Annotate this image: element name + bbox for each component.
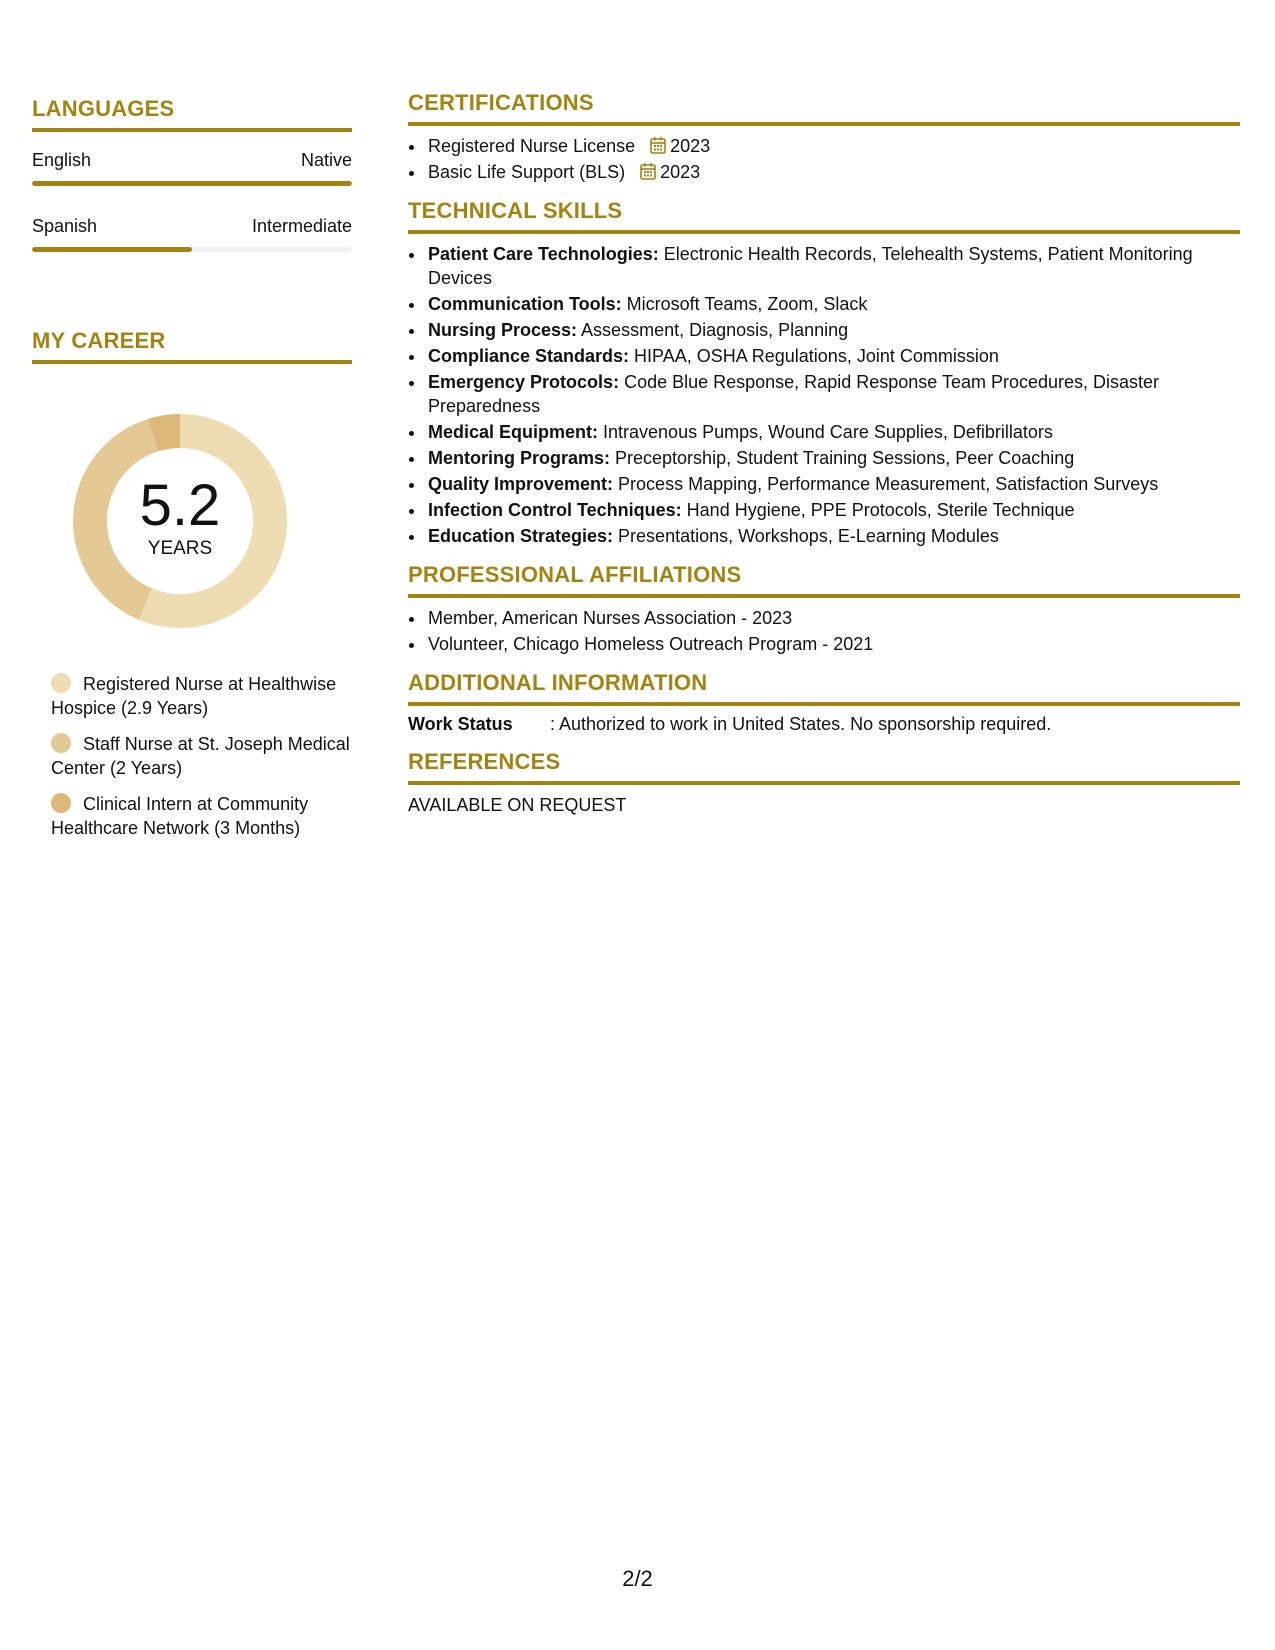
career-total-value: 5.2 <box>139 473 221 538</box>
skill-label: Quality Improvement: <box>428 474 614 494</box>
skill-item <box>426 318 1240 342</box>
language-proficiency-fill <box>32 181 352 186</box>
language-item <box>32 150 352 186</box>
affiliations-heading: PROFESSIONAL AFFILIATIONS <box>408 562 1240 598</box>
career-total-unit: YEARS <box>147 538 213 559</box>
language-item <box>32 216 352 252</box>
legend-label: Registered Nurse at Healthwise Hospice (2.9 Years) <box>51 674 337 718</box>
certification-item <box>426 134 1240 158</box>
language-level: Intermediate <box>251 216 352 236</box>
skill-label: Nursing Process: <box>428 320 578 340</box>
skill-text: Presentations, Workshops, E-Learning Modules <box>613 526 999 546</box>
skill-item <box>426 370 1240 418</box>
certifications-heading: CERTIFICATIONS <box>408 90 1240 126</box>
certification-year: 2023 <box>660 162 701 182</box>
references-section <box>408 749 1240 816</box>
skill-label: Emergency Protocols: <box>428 372 620 392</box>
skill-item <box>426 420 1240 444</box>
work-status-value: : Authorized to work in United States. No sponsorship required. <box>550 714 1052 734</box>
skill-label: Compliance Standards: <box>428 346 630 366</box>
legend-swatch <box>51 733 71 753</box>
skill-text: Microsoft Teams, Zoom, Slack <box>621 294 868 314</box>
calendar-icon <box>650 136 666 154</box>
skill-item <box>426 344 1240 368</box>
right-column <box>408 90 1240 830</box>
additional-info-heading: ADDITIONAL INFORMATION <box>408 670 1240 706</box>
skill-text: Intravenous Pumps, Wound Care Supplies, Defibrillators <box>598 422 1053 442</box>
career-heading: MY CAREER <box>32 328 352 364</box>
language-proficiency-fill <box>32 247 192 252</box>
certifications-list <box>408 134 1240 184</box>
certification-item <box>426 160 1240 184</box>
skill-text: Electronic Health Records, Telehealth Systems, Patient Monitoring Devices <box>428 244 1193 288</box>
skill-item <box>426 498 1240 522</box>
technical-skills-section <box>408 198 1240 548</box>
left-column <box>32 96 352 852</box>
career-total <box>65 473 295 560</box>
affiliation-item: • Volunteer, Chicago Homeless Outreach Program - 2021 <box>426 632 1240 656</box>
skill-text: Hand Hygiene, PPE Protocols, Sterile Technique <box>681 500 1075 520</box>
skill-text: Code Blue Response, Rapid Response Team Procedures, Disaster Preparedness <box>428 372 1160 416</box>
page-number: 2/2 <box>622 1566 653 1591</box>
legend-item <box>51 792 352 840</box>
languages-heading: LANGUAGES <box>32 96 352 132</box>
language-proficiency-bar <box>32 247 352 252</box>
skill-text: HIPAA, OSHA Regulations, Joint Commission <box>629 346 999 366</box>
certification-name: Registered Nurse License <box>428 136 636 156</box>
references-heading: REFERENCES <box>408 749 1240 785</box>
certification-name: Basic Life Support (BLS) <box>428 162 626 182</box>
legend-swatch <box>51 793 71 813</box>
career-legend <box>51 672 352 840</box>
certification-year: 2023 <box>670 136 711 156</box>
additional-info-section <box>408 670 1240 735</box>
skill-text: Assessment, Diagnosis, Planning <box>577 320 849 340</box>
affiliations-section <box>408 562 1240 656</box>
certifications-section <box>408 90 1240 184</box>
skill-item <box>426 292 1240 316</box>
calendar-icon <box>640 162 656 180</box>
affiliation-item: • Member, American Nurses Association - 2023 <box>426 606 1240 630</box>
legend-item <box>51 732 352 780</box>
skill-label: Education Strategies: <box>428 526 614 546</box>
skill-label: Infection Control Techniques: <box>428 500 682 520</box>
work-status-label: Work Status <box>408 714 513 734</box>
skill-item <box>426 446 1240 470</box>
skill-item <box>426 524 1240 548</box>
skill-item <box>426 472 1240 496</box>
legend-swatch <box>51 673 71 693</box>
language-name: Spanish <box>32 216 98 236</box>
skill-label: Patient Care Technologies: <box>428 244 659 264</box>
legend-label: Clinical Intern at Community Healthcare Network (3 Months) <box>51 794 309 838</box>
legend-label: Staff Nurse at St. Joseph Medical Center (2 Years) <box>51 734 350 778</box>
language-list <box>32 150 352 252</box>
technical-skills-list <box>408 242 1240 548</box>
references-text: AVAILABLE ON REQUEST <box>408 795 627 815</box>
affiliations-list <box>408 606 1240 656</box>
work-status-row <box>408 714 1240 735</box>
skill-text: Preceptorship, Student Training Sessions, Peer Coaching <box>610 448 1075 468</box>
language-proficiency-bar <box>32 181 352 186</box>
language-name: English <box>32 150 92 170</box>
skill-label: Medical Equipment: <box>428 422 599 442</box>
skill-text: Process Mapping, Performance Measurement, Satisfaction Surveys <box>613 474 1159 494</box>
legend-item <box>51 672 352 720</box>
career-donut-chart <box>65 406 295 636</box>
language-level: Native <box>300 150 352 170</box>
technical-skills-heading: TECHNICAL SKILLS <box>408 198 1240 234</box>
skill-label: Communication Tools: <box>428 294 622 314</box>
skill-label: Mentoring Programs: <box>428 448 611 468</box>
skill-item <box>426 242 1240 290</box>
